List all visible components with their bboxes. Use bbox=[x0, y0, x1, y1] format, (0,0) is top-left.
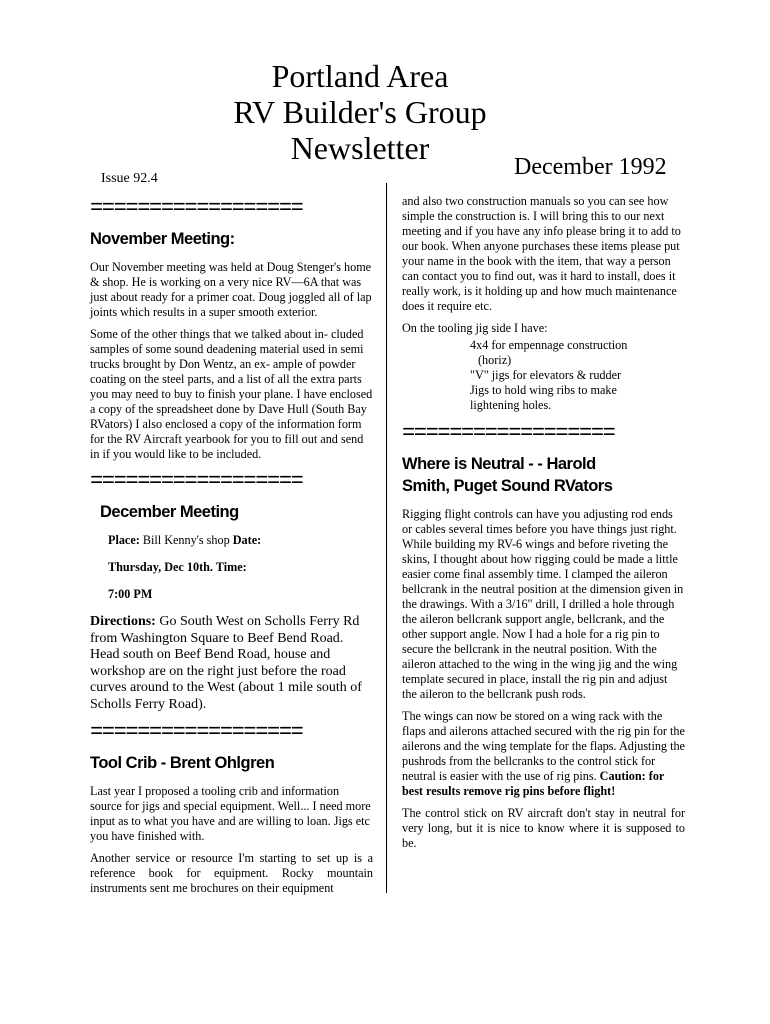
date-value: Thursday, Dec 10th. bbox=[108, 560, 213, 574]
neutral-paragraph bbox=[402, 709, 685, 799]
issue-number: Issue 92.4 bbox=[101, 171, 158, 186]
place-label: Place: bbox=[108, 533, 140, 547]
neutral-paragraph: Rigging flight controls can have you adjusting rod ends or cables several times before you have things just right. While building my RV-6 wings and before riveting the skins, I thought about how rigging could be made a little easier come final assembly time. I clamped the aileron bellcrank in the neutral position at the dimension given in the drawings. With a 3/16" drill, I drilled a hole through the aileron bellcrank support angle, bellcrank, and the other support angle. Now I had a hole for a rig pin to secure the bellcrank in the neutral position. With the aileron attached to the wing in the wing jig and the wing template secured in place, install the rig pin and adjust the aileron to the bellcrank push rods. bbox=[402, 507, 684, 701]
tool-crib-heading: Tool Crib - Brent Ohlgren bbox=[90, 754, 275, 772]
column-divider bbox=[386, 183, 387, 893]
meeting-place-line bbox=[108, 533, 373, 548]
issue-date: December 1992 bbox=[514, 154, 667, 180]
november-meeting-heading: November Meeting: bbox=[90, 230, 235, 248]
title-line: RV Builder's Group bbox=[233, 94, 487, 130]
section-divider: ================== bbox=[90, 196, 303, 221]
tool-crib-paragraph: Another service or resource I'm starting to set up is a reference book for equipment. Rocky mountain instruments sent me brochures on their equipment bbox=[90, 851, 373, 895]
jig-item: Jigs to hold wing ribs to make bbox=[470, 383, 617, 397]
title-line: Newsletter bbox=[290, 130, 430, 166]
left-column bbox=[90, 196, 373, 903]
meeting-details bbox=[108, 533, 373, 602]
jig-list bbox=[470, 338, 685, 413]
jig-item: lightening holes. bbox=[470, 398, 552, 412]
neutral-heading-line: Smith, Puget Sound RVators bbox=[402, 477, 613, 495]
december-meeting-heading: December Meeting bbox=[100, 503, 239, 521]
right-column bbox=[402, 194, 685, 858]
caution-note: Caution: for best results remove rig pins before flight! bbox=[402, 769, 665, 798]
section-divider: ================== bbox=[90, 469, 303, 494]
neutral-heading bbox=[402, 453, 685, 497]
neutral-paragraph: The control stick on RV aircraft don't stay in neutral for very long, but it is nice to know where it is supposed to be. bbox=[402, 806, 685, 850]
newsletter-title bbox=[150, 58, 570, 166]
november-paragraph: Our November meeting was held at Doug Stenger's home & shop. He is working on a very nice RV—6A that was just about ready for a primer coat. Doug joggled all of lap joints which results in a super smooth exterior. bbox=[90, 260, 372, 319]
directions-text: Go South West on Scholls Ferry Rd from Washington Square to Beef Bend Road. Head south on Beef Bend Road, house and workshop are on the right just before the road curves around to the West (about 1 mile south of Scholls Ferry Road). bbox=[90, 614, 362, 712]
november-paragraph: Some of the other things that we talked about in- cluded samples of some sound deadening material used in semi trucks brought by Don Wentz, an ex- ample of powder coating on the steel parts, and a list of all the extra parts you may need to buy to finish your plane. I have enclosed a copy of the spreadsheet done by Dave Hull (South Bay RVators) I also enclosed a copy of the information form for the RV Aircraft yearbook for you to fill out and send in if you would like to be included. bbox=[90, 327, 373, 461]
section-divider: ================== bbox=[402, 421, 615, 446]
place-value: Bill Kenny's shop bbox=[139, 533, 233, 547]
section-divider: ================== bbox=[90, 720, 303, 745]
title-line: Portland Area bbox=[271, 58, 449, 94]
neutral-heading-line: Where is Neutral - - Harold bbox=[402, 455, 596, 473]
jig-intro: On the tooling jig side I have: bbox=[402, 321, 548, 335]
time-label: Time: bbox=[212, 560, 247, 574]
neutral-paragraph-text: The wings can now be stored on a wing rack with the flaps and ailerons attached secured with the rig pin for the ailerons and the wing template for the flaps. Adjusting the pushrods from the bellcranks to the control stick for neutral is easier with the use of rig pins. bbox=[402, 709, 685, 783]
continued-paragraph: and also two construction manuals so you can see how simple the construction is. I will bring this to our next meeting and if you have any info please bring it to add to our book. When anyone purchases these items please put your name in the book with the item, that way a person can contact you to find out, was it hard to install, does it really work, is it holding up and how much maintenance does it require etc. bbox=[402, 194, 681, 313]
directions bbox=[90, 614, 373, 713]
meeting-date-line bbox=[108, 560, 373, 575]
meeting-time-line bbox=[108, 587, 373, 602]
jig-item: 4x4 for empennage construction bbox=[470, 338, 628, 352]
date-label: Date: bbox=[232, 533, 262, 547]
directions-label: Directions: bbox=[90, 614, 156, 629]
tool-crib-paragraph: Last year I proposed a tooling crib and information source for jigs and special equipment. Well... I need more input as to what you have and are willing to loan. Jigs etc you have finished with. bbox=[90, 784, 371, 843]
jig-item: (horiz) bbox=[478, 353, 512, 367]
time-value: 7:00 PM bbox=[108, 587, 153, 601]
jig-item: "V" jigs for elevators & rudder bbox=[470, 368, 622, 382]
